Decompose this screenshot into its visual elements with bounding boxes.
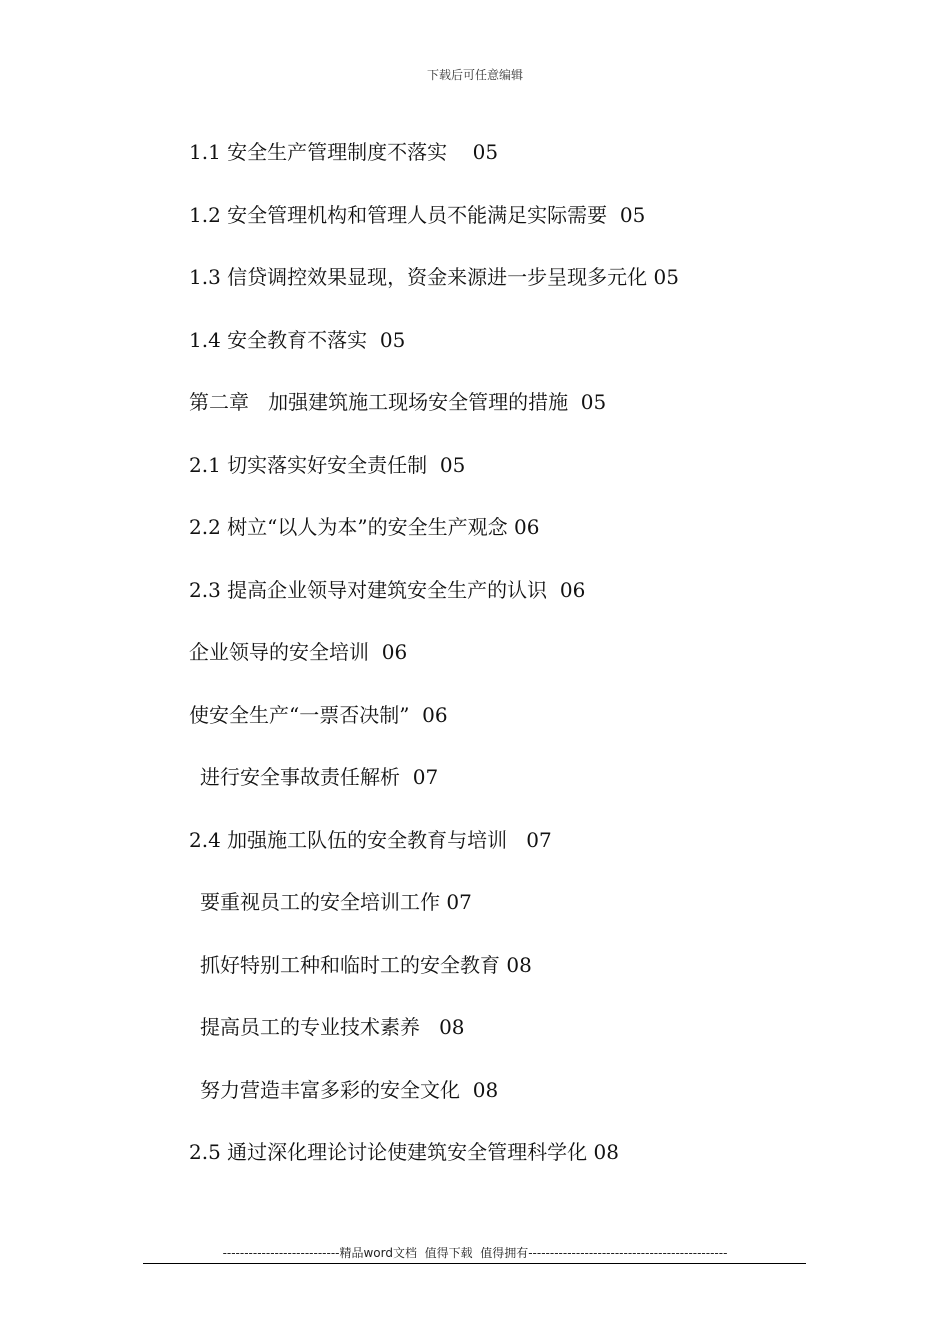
footer-divider	[143, 1263, 806, 1264]
page-header: 下载后可任意编辑	[426, 68, 523, 82]
toc-entry: 提高员工的专业技术素养 08	[200, 1015, 465, 1039]
toc-entry: 1.2 安全管理机构和管理人员不能满足实际需要 05	[189, 203, 646, 227]
toc-entry: 1.3 信贷调控效果显现，资金来源进一步呈现多元化 05	[189, 265, 679, 289]
toc-entry: 1.1 安全生产管理制度不落实 05	[189, 140, 499, 164]
toc-entry: 进行安全事故责任解析 07	[200, 765, 439, 789]
toc-entry: 1.4 安全教育不落实 05	[189, 328, 406, 352]
toc-entry: 使安全生产“一票否决制” 06	[189, 703, 448, 727]
toc-entry: 2.2 树立“以人为本”的安全生产观念 06	[189, 515, 540, 539]
toc-entry: 2.5 通过深化理论讨论使建筑安全管理科学化 08	[189, 1140, 619, 1164]
toc-entry: 要重视员工的安全培训工作 07	[200, 890, 472, 914]
toc-entry: 2.4 加强施工队伍的安全教育与培训 07	[189, 828, 552, 852]
toc-entry: 努力营造丰富多彩的安全文化 08	[200, 1078, 499, 1102]
toc-entry: 抓好特别工种和临时工的安全教育 08	[200, 953, 532, 977]
toc-entry: 2.1 切实落实好安全责任制 05	[189, 453, 466, 477]
toc-entry: 2.3 提高企业领导对建筑安全生产的认识 06	[189, 578, 586, 602]
toc-entry: 企业领导的安全培训 06	[189, 640, 408, 664]
toc-entry: 第二章 加强建筑施工现场安全管理的措施 05	[189, 390, 607, 414]
page-footer: ---------------------------精品word文档 值得下载 值得拥有----------------------------------------------	[222, 1246, 728, 1260]
